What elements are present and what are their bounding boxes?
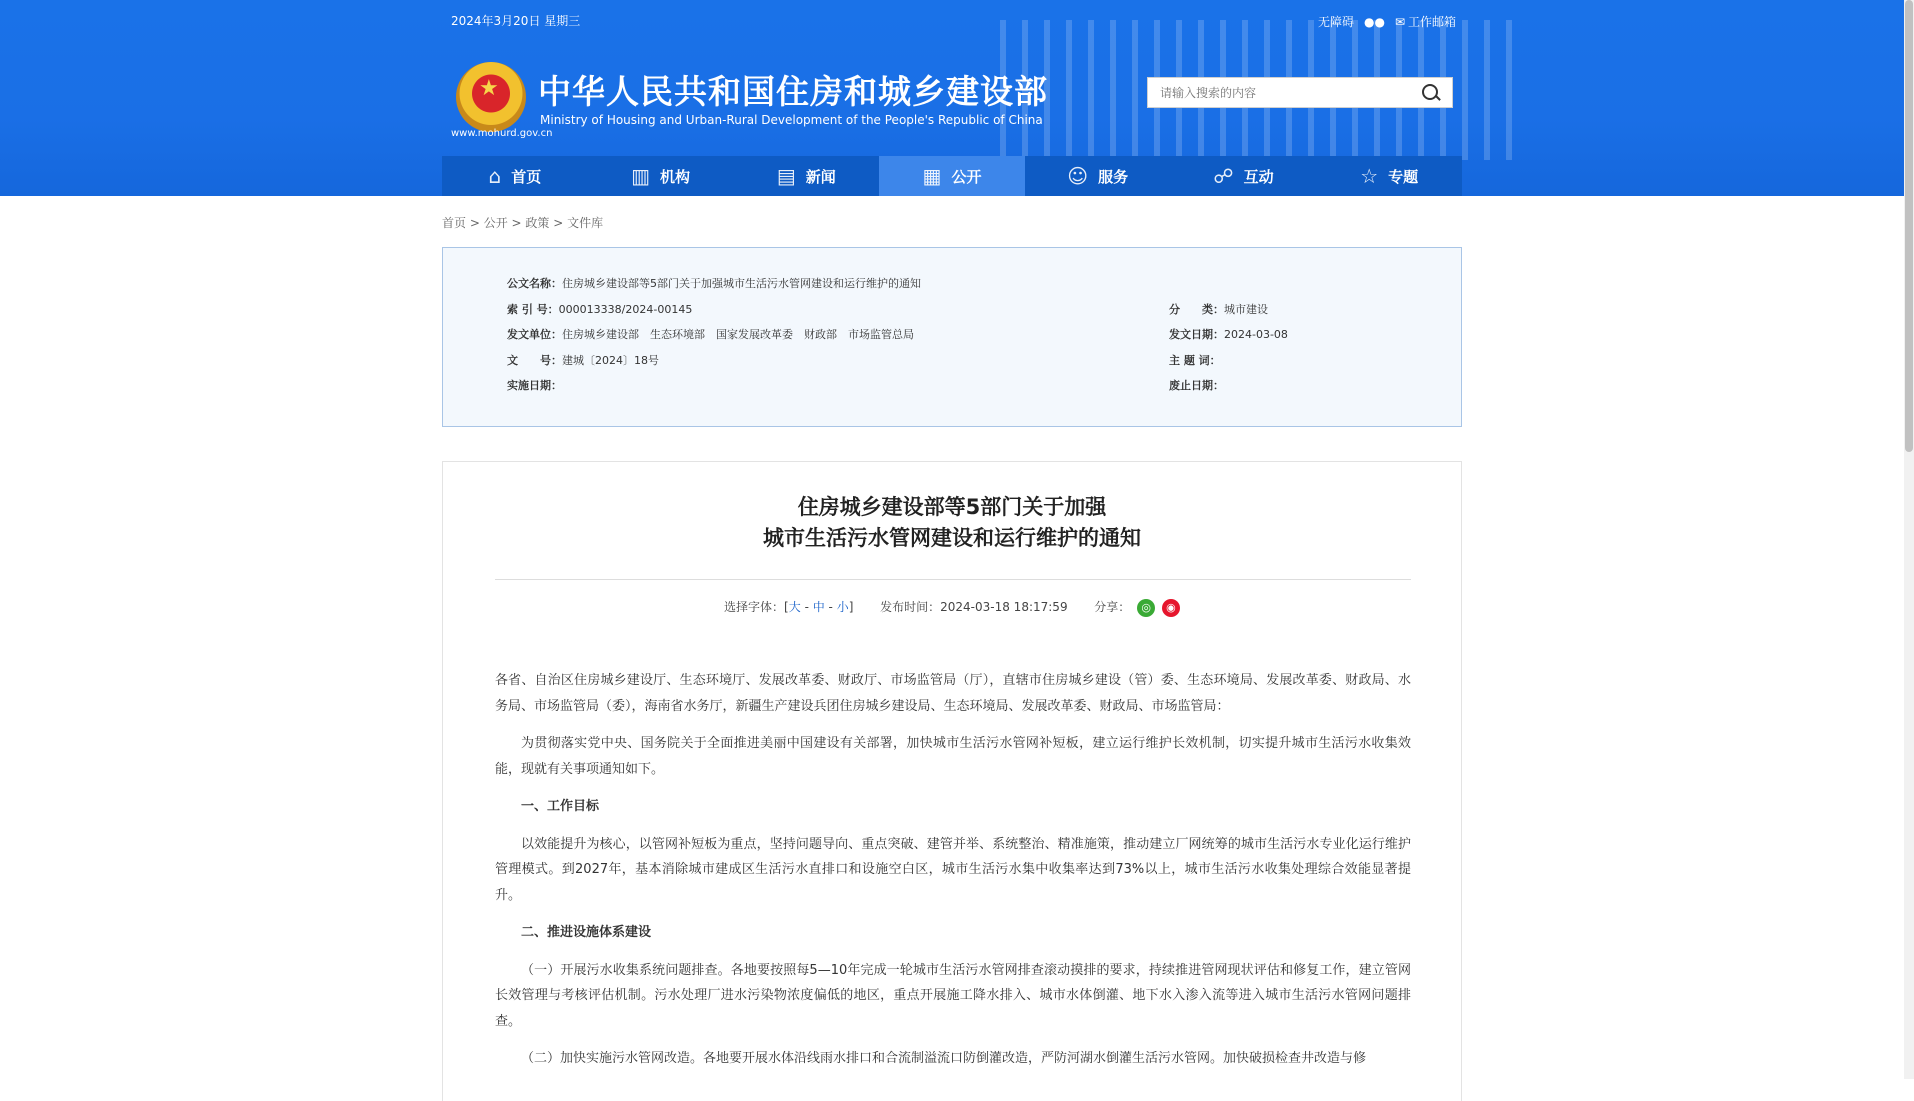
topbar-links	[1318, 13, 1456, 30]
paragraph: （二）加快实施污水管网改造。各地要开展水体沿线雨水排口和合流制溢流口防倒灌改造，严防河湖水倒灌生活污水管网。加快破损检查井改造与修	[521, 1051, 1367, 1066]
site-title[interactable]: 中华人民共和国住房和城乡建设部	[538, 72, 1048, 111]
nav-item-organization[interactable]	[588, 156, 734, 196]
meta-doc-name	[507, 275, 921, 291]
nav-item-topics[interactable]	[1316, 156, 1462, 196]
nav-item-home[interactable]	[442, 156, 588, 196]
nav-label: 服务	[1098, 167, 1129, 186]
meta-label: 索 引 号：	[507, 303, 559, 316]
search-input[interactable]	[1148, 78, 1422, 107]
meta-subject	[1169, 352, 1221, 368]
nav-item-interaction[interactable]	[1171, 156, 1317, 196]
meta-label: 发文单位：	[507, 328, 562, 341]
paragraph: （一）开展污水收集系统问题排查。各地要按照每5—10年完成一轮城市生活污水管网排查滚动摸排的要求，持续推进管网现状评估和修复工作，建立管网长效管理与考核评估机制。污水处理厂进水污染物浓度偏低的地区，重点开展施工降水排入、城市水体倒灌、地下水入渗入流等进入城市生活污水管网问题排查。	[495, 962, 1411, 1029]
publish-time-label: 发布时间：	[880, 600, 941, 614]
meta-value: 2024-03-08	[1224, 328, 1288, 341]
share-label: 分享：	[1094, 600, 1131, 614]
article-title-line-2: 城市生活污水管网建设和运行维护的通知	[763, 526, 1141, 550]
section-heading: 一、工作目标	[521, 799, 600, 814]
scrollbar-thumb[interactable]	[1905, 0, 1913, 452]
nav-item-service[interactable]	[1025, 156, 1171, 196]
accessibility-link[interactable]: 无障碍	[1318, 15, 1355, 29]
meta-label: 发文日期：	[1169, 328, 1224, 341]
search-box	[1147, 77, 1453, 108]
font-size-label: 选择字体：[	[724, 600, 789, 614]
breadcrumb-public[interactable]: 公开	[483, 216, 508, 230]
public-info-icon: ▦	[922, 164, 942, 188]
breadcrumb-library[interactable]: 文件库	[567, 216, 604, 230]
meta-label: 主 题 词：	[1169, 354, 1221, 367]
meta-value: 住房城乡建设部等5部门关于加强城市生活污水管网建设和运行维护的通知	[562, 277, 921, 290]
font-large-link[interactable]: 大	[788, 600, 801, 614]
font-size-selector: 选择字体：[大 - 中 - 小]	[724, 600, 854, 614]
nav-label: 机构	[660, 167, 691, 186]
meta-value: 城市建设	[1224, 303, 1268, 316]
breadcrumb-policy[interactable]: 政策	[525, 216, 550, 230]
font-small-link[interactable]: 小	[836, 600, 849, 614]
meta-abolish-date	[1169, 377, 1224, 393]
meta-label: 实施日期：	[507, 379, 562, 392]
article	[442, 461, 1462, 1101]
national-emblem-logo[interactable]	[456, 62, 526, 132]
service-icon: ☺	[1067, 164, 1089, 188]
publish-time: 2024-03-18 18:17:59	[940, 600, 1068, 614]
work-mail-link[interactable]	[1395, 13, 1456, 30]
nav-label: 互动	[1243, 167, 1274, 186]
nav-label: 首页	[511, 167, 542, 186]
weibo-share-icon[interactable]: ◉	[1162, 599, 1180, 617]
nav-item-news[interactable]	[733, 156, 879, 196]
site-header	[0, 0, 1904, 196]
font-size-bracket-end: ]	[848, 600, 854, 614]
interaction-icon: ☍	[1213, 164, 1234, 188]
meta-value: 住房城乡建设部 生态环境部 国家发展改革委 财政部 市场监管总局	[562, 328, 914, 341]
title-divider	[495, 579, 1411, 580]
nav-item-public[interactable]	[879, 156, 1025, 196]
building-icon: ▥	[631, 164, 651, 188]
meta-label: 文 号：	[507, 354, 562, 367]
search-icon[interactable]	[1422, 84, 1438, 100]
nav-label: 新闻	[805, 167, 836, 186]
breadcrumb-home[interactable]: 首页	[442, 216, 467, 230]
meta-value: 建城〔2024〕18号	[562, 354, 659, 367]
meta-value: 000013338/2024-00145	[558, 303, 693, 316]
font-medium-link[interactable]: 中	[812, 600, 825, 614]
meta-index	[507, 301, 692, 317]
nav-label: 公开	[951, 167, 982, 186]
topics-icon: ☆	[1360, 164, 1379, 188]
site-url: www.mohurd.gov.cn	[451, 128, 553, 139]
section-heading: 二、推进设施体系建设	[521, 925, 652, 940]
document-metadata	[442, 247, 1462, 427]
current-date: 2024年3月20日 星期三	[451, 14, 581, 28]
paragraph: 以效能提升为核心，以管网补短板为重点，坚持问题导向、重点突破、建管并举、系统整治、精准施策，推动建立厂网统筹的城市生活污水专业化运行维护管理模式。到2027年，基本消除城市建成区生活污水直排口和设施空白区，城市生活污水集中收集率达到73%以上，城市生活污水收集处理综合效能显著提升。	[495, 836, 1411, 903]
wechat-share-icon[interactable]: ◎	[1137, 599, 1155, 617]
mail-icon: ✉	[1394, 14, 1406, 29]
meta-label: 公文名称：	[507, 277, 562, 290]
home-icon: ⌂	[488, 164, 502, 188]
paragraph: 各省、自治区住房城乡建设厅、生态环境厅、发展改革委、财政厅、市场监管局（厅），直辖市住房城乡建设（管）委、生态环境局、发展改革委、财政局、水务局、市场监管局（委），海南省水务厅，新疆生产建设兵团住房城乡建设局、生态环境局、发展改革委、财政局、市场监管局：	[495, 673, 1411, 714]
work-mail-label: 工作邮箱	[1408, 15, 1457, 29]
meta-category	[1169, 301, 1268, 317]
meta-label: 分 类：	[1169, 303, 1224, 316]
site-subtitle: Ministry of Housing and Urban-Rural Development of the People's Republic of China	[540, 113, 1043, 127]
wechat-icon[interactable]: ●●	[1364, 14, 1385, 29]
article-title-line-1: 住房城乡建设部等5部门关于加强	[797, 495, 1107, 519]
article-body	[495, 668, 1411, 1084]
paragraph: 为贯彻落实党中央、国务院关于全面推进美丽中国建设有关部署，加快城市生活污水管网补短板，建立运行维护长效机制，切实提升城市生活污水收集效能，现就有关事项通知如下。	[495, 736, 1411, 777]
main-nav	[442, 156, 1462, 196]
meta-issue-date	[1169, 326, 1288, 342]
news-icon: ▤	[776, 164, 796, 188]
page-scrollbar[interactable]	[1904, 0, 1914, 1079]
article-info-bar	[443, 598, 1461, 617]
meta-effective-date	[507, 377, 562, 393]
nav-label: 专题	[1388, 167, 1419, 186]
meta-label: 废止日期：	[1169, 379, 1224, 392]
article-title	[443, 492, 1461, 554]
breadcrumb: 首页 > 公开 > 政策 > 文件库	[442, 216, 604, 230]
meta-doc-number	[507, 352, 659, 368]
meta-issuer	[507, 326, 914, 342]
